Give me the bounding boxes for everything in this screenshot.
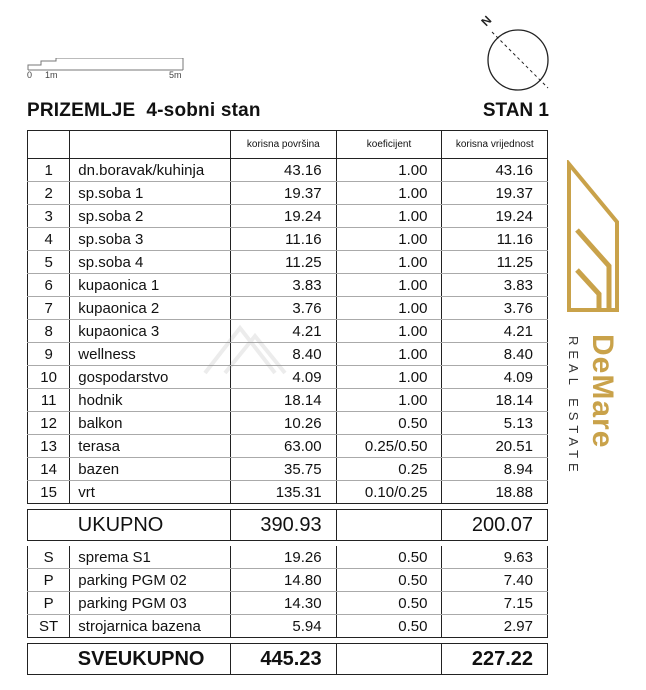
usable-area: 11.25 [231, 251, 337, 274]
row-number: P [28, 592, 70, 615]
row-number: 2 [28, 182, 70, 205]
watermark-logo-icon [200, 318, 500, 378]
extra-row [28, 569, 548, 592]
room-name: parking PGM 02 [70, 569, 231, 592]
room-name: vrt [70, 481, 231, 504]
usable-area: 8.40 [231, 343, 337, 366]
coefficient: 1.00 [336, 159, 442, 182]
brand-logo-icon [563, 160, 623, 330]
row-number: 14 [28, 458, 70, 481]
usable-value: 8.40 [442, 343, 548, 366]
usable-value: 11.25 [442, 251, 548, 274]
usable-value: 19.24 [442, 205, 548, 228]
north-label: N [478, 12, 495, 30]
grand-total-value: 227.22 [442, 644, 548, 675]
grand-total-row [28, 644, 548, 675]
row-number: 12 [28, 412, 70, 435]
room-row [28, 297, 548, 320]
room-name: dn.boravak/kuhinja [70, 159, 231, 182]
row-number: 11 [28, 389, 70, 412]
row-number: 4 [28, 228, 70, 251]
coefficient: 1.00 [336, 205, 442, 228]
usable-area: 19.37 [231, 182, 337, 205]
room-name: sp.soba 2 [70, 205, 231, 228]
row-number: 5 [28, 251, 70, 274]
header-value: korisna vrijednost [442, 131, 548, 159]
usable-value: 4.21 [442, 320, 548, 343]
scale-bar [27, 58, 187, 88]
usable-area: 43.16 [231, 159, 337, 182]
floor-title: PRIZEMLJE 4-sobni stan [27, 100, 261, 121]
usable-area: 35.75 [231, 458, 337, 481]
grand-total-blank [28, 644, 70, 675]
room-row [28, 481, 548, 504]
room-row [28, 251, 548, 274]
usable-area: 11.16 [231, 228, 337, 251]
usable-value: 43.16 [442, 159, 548, 182]
usable-value: 3.76 [442, 297, 548, 320]
grand-total-coef-blank [336, 644, 442, 675]
extra-row [28, 592, 548, 615]
row-number: ST [28, 615, 70, 638]
extra-row [28, 546, 548, 569]
total-area: 390.93 [231, 510, 337, 541]
coefficient: 1.00 [336, 228, 442, 251]
row-number: S [28, 546, 70, 569]
usable-value: 18.14 [442, 389, 548, 412]
row-number: 3 [28, 205, 70, 228]
usable-value: 3.83 [442, 274, 548, 297]
coefficient: 0.25 [336, 458, 442, 481]
extra-row [28, 615, 548, 638]
usable-value: 4.09 [442, 366, 548, 389]
coefficient: 1.00 [336, 274, 442, 297]
coefficient: 1.00 [336, 182, 442, 205]
total-row [28, 510, 548, 541]
room-name: sp.soba 4 [70, 251, 231, 274]
room-name: sp.soba 1 [70, 182, 231, 205]
room-name: sp.soba 3 [70, 228, 231, 251]
room-row [28, 412, 548, 435]
room-row [28, 205, 548, 228]
room-row [28, 228, 548, 251]
row-number: 10 [28, 366, 70, 389]
room-name: gospodarstvo [70, 366, 231, 389]
coefficient: 0.10/0.25 [336, 481, 442, 504]
usable-value: 5.13 [442, 412, 548, 435]
usable-area: 4.09 [231, 366, 337, 389]
coefficient: 1.00 [336, 320, 442, 343]
usable-value: 18.88 [442, 481, 548, 504]
header-room [70, 131, 231, 159]
grand-total-area: 445.23 [231, 644, 337, 675]
coefficient: 0.50 [336, 412, 442, 435]
coefficient: 0.50 [336, 615, 442, 638]
coefficient: 1.00 [336, 251, 442, 274]
room-name: terasa [70, 435, 231, 458]
room-name: sprema S1 [70, 546, 231, 569]
row-number: 1 [28, 159, 70, 182]
header-area: korisna površina [231, 131, 337, 159]
row-number: P [28, 569, 70, 592]
coefficient: 1.00 [336, 297, 442, 320]
room-row [28, 458, 548, 481]
usable-value: 9.63 [442, 546, 548, 569]
room-name: parking PGM 03 [70, 592, 231, 615]
grand-total-label: SVEUKUPNO [70, 644, 231, 675]
room-row [28, 435, 548, 458]
total-value: 200.07 [442, 510, 548, 541]
header-coefficient: koeficijent [336, 131, 442, 159]
coefficient: 1.00 [336, 366, 442, 389]
usable-area: 3.76 [231, 297, 337, 320]
usable-area: 10.26 [231, 412, 337, 435]
room-name: kupaonica 1 [70, 274, 231, 297]
row-number: 15 [28, 481, 70, 504]
scale-label-5m: 5m [169, 70, 182, 80]
usable-value: 8.94 [442, 458, 548, 481]
usable-area: 14.80 [231, 569, 337, 592]
room-name: wellness [70, 343, 231, 366]
room-row [28, 274, 548, 297]
coefficient: 0.50 [336, 569, 442, 592]
apartment-title: STAN 1 [482, 100, 549, 121]
usable-value: 2.97 [442, 615, 548, 638]
usable-area: 14.30 [231, 592, 337, 615]
scale-label-0: 0 [27, 70, 33, 80]
usable-value: 19.37 [442, 182, 548, 205]
usable-area: 19.24 [231, 205, 337, 228]
total-coef-blank [336, 510, 442, 541]
row-number: 8 [28, 320, 70, 343]
usable-value: 7.15 [442, 592, 548, 615]
room-name: balkon [70, 412, 231, 435]
coefficient: 0.50 [336, 546, 442, 569]
room-name: strojarnica bazena [70, 615, 231, 638]
usable-area: 18.14 [231, 389, 337, 412]
usable-area: 63.00 [231, 435, 337, 458]
brand-name: DeMare [586, 334, 619, 449]
room-row [28, 159, 548, 182]
room-name: kupaonica 3 [70, 320, 231, 343]
total-blank [28, 510, 70, 541]
room-name: hodnik [70, 389, 231, 412]
row-number: 7 [28, 297, 70, 320]
coefficient: 1.00 [336, 343, 442, 366]
total-label: UKUPNO [70, 510, 231, 541]
area-table [27, 130, 548, 675]
usable-area: 4.21 [231, 320, 337, 343]
scale-label-1m: 1m [45, 70, 58, 80]
usable-area: 135.31 [231, 481, 337, 504]
usable-area: 3.83 [231, 274, 337, 297]
brand-subtitle: REAL ESTATE [566, 336, 581, 477]
coefficient: 1.00 [336, 389, 442, 412]
row-number: 13 [28, 435, 70, 458]
usable-value: 7.40 [442, 569, 548, 592]
row-number: 9 [28, 343, 70, 366]
coefficient: 0.50 [336, 592, 442, 615]
row-number: 6 [28, 274, 70, 297]
usable-value: 11.16 [442, 228, 548, 251]
header-number [28, 131, 70, 159]
room-row [28, 182, 548, 205]
room-row [28, 389, 548, 412]
coefficient: 0.25/0.50 [336, 435, 442, 458]
room-name: kupaonica 2 [70, 297, 231, 320]
header-row [28, 131, 548, 159]
usable-area: 19.26 [231, 546, 337, 569]
room-name: bazen [70, 458, 231, 481]
usable-area: 5.94 [231, 615, 337, 638]
usable-value: 20.51 [442, 435, 548, 458]
